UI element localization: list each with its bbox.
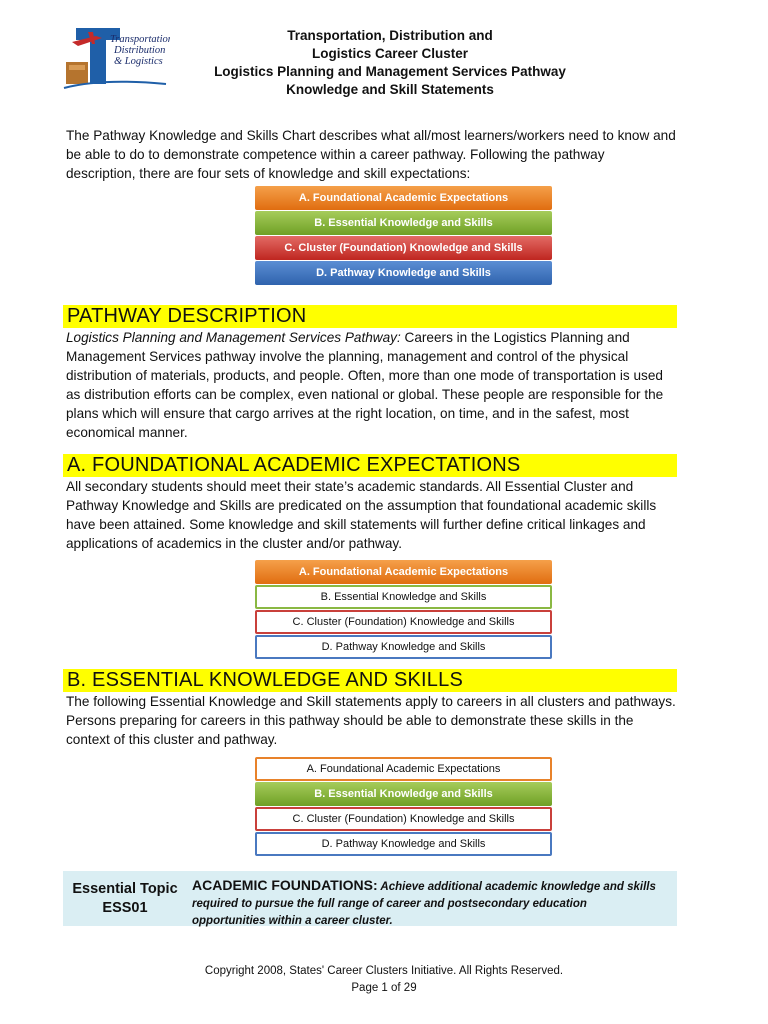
section-b-text-3: in the context of this cluster and pathway.: [66, 713, 634, 747]
essential-topic-label-1: Essential Topic: [72, 881, 178, 897]
logo-line1: Transportation,: [110, 34, 170, 45]
band-d-outline: D. Pathway Knowledge and Skills: [255, 635, 552, 659]
essential-topic-text: Achieve additional academic knowledge and skills required to pursue the full range of career and postsecondary education opportunities within a career cluster.: [192, 881, 656, 927]
cluster-logo: [62, 18, 170, 96]
essential-topic-code: ESS01: [102, 900, 148, 916]
band-d-filled: D. Pathway Knowledge and Skills: [255, 261, 552, 285]
band-a-highlight: A. Foundational Academic Expectations: [255, 560, 552, 584]
pathway-text: Careers in the Logistics Planning and Management Services pathway involve the planning, management and control of the physical distribution of materials, products, and people. Often, more than one mode of transportation is used as distribution efforts can be complex, even national or global. These people are responsible for the plans which will ensure that cargo arrives at the right location, on time, and in the safest, most economical manner.: [66, 330, 664, 440]
section-b-heading: B. ESSENTIAL KNOWLEDGE AND SKILLS: [63, 669, 677, 692]
band-b-filled: B. Essential Knowledge and Skills: [255, 211, 552, 235]
essential-topic-label: [63, 880, 187, 918]
section-b-paragraph: [66, 692, 676, 749]
pathway-heading: PATHWAY DESCRIPTION: [63, 305, 677, 328]
header-line-4: Knowledge and Skill Statements: [286, 82, 494, 97]
logo-graphic: [62, 18, 170, 96]
section-a-paragraph: All secondary students should meet their state’s academic standards. All Essential Cluster and Pathway Knowledge and Skills are predicated on the assumption that foundational academic skills have been attained. Some knowledge and skill statements will further define critical linkages and applications of academics in the cluster and/or pathway.: [66, 479, 657, 551]
band-c-outline: C. Cluster (Foundation) Knowledge and Skills: [255, 610, 552, 634]
page-footer: [0, 963, 768, 997]
page-number: Page 1 of 29: [351, 982, 417, 994]
essential-topic-description: [192, 877, 662, 930]
section-a-heading: A. FOUNDATIONAL ACADEMIC EXPECTATIONS: [63, 454, 677, 477]
essential-topic-box: [63, 871, 677, 926]
band-b-outline: B. Essential Knowledge and Skills: [255, 585, 552, 609]
logo-line2: Distribution: [114, 45, 166, 56]
band-c-filled: C. Cluster (Foundation) Knowledge and Skills: [255, 236, 552, 260]
band-a-outline: A. Foundational Academic Expectations: [255, 757, 552, 781]
band-d-outline-2: D. Pathway Knowledge and Skills: [255, 832, 552, 856]
band-b-highlight: B. Essential Knowledge and Skills: [255, 782, 552, 806]
band-c-outline-2: C. Cluster (Foundation) Knowledge and Skills: [255, 807, 552, 831]
pathway-paragraph: [66, 328, 676, 442]
pathway-lead: Logistics Planning and Management Services Pathway:: [66, 330, 401, 345]
copyright-text: Copyright 2008, States' Career Clusters Initiative. All Rights Reserved.: [204, 965, 564, 977]
header-line-1: Transportation, Distribution and: [287, 28, 493, 43]
section-b-text-2: pathways. Persons preparing for careers in this pathway should be able to demonstrate these skills: [66, 694, 676, 728]
band-a-filled: A. Foundational Academic Expectations: [255, 186, 552, 210]
document-header: [170, 27, 610, 99]
header-line-3: Logistics Planning and Management Services Pathway: [214, 64, 566, 79]
essential-topic-title: ACADEMIC FOUNDATIONS:: [192, 877, 378, 893]
section-b-text-1: The following Essential Knowledge and Skill statements apply to careers in all clusters and: [66, 694, 615, 709]
logo-line3: & Logistics: [114, 56, 163, 67]
header-line-2: Logistics Career Cluster: [311, 46, 469, 61]
intro-paragraph: The Pathway Knowledge and Skills Chart describes what all/most learners/workers need to know and be able to do to demonstrate competence within a career pathway. Following the pathway description, there are four sets of knowledge and skill expectations:: [66, 128, 676, 181]
